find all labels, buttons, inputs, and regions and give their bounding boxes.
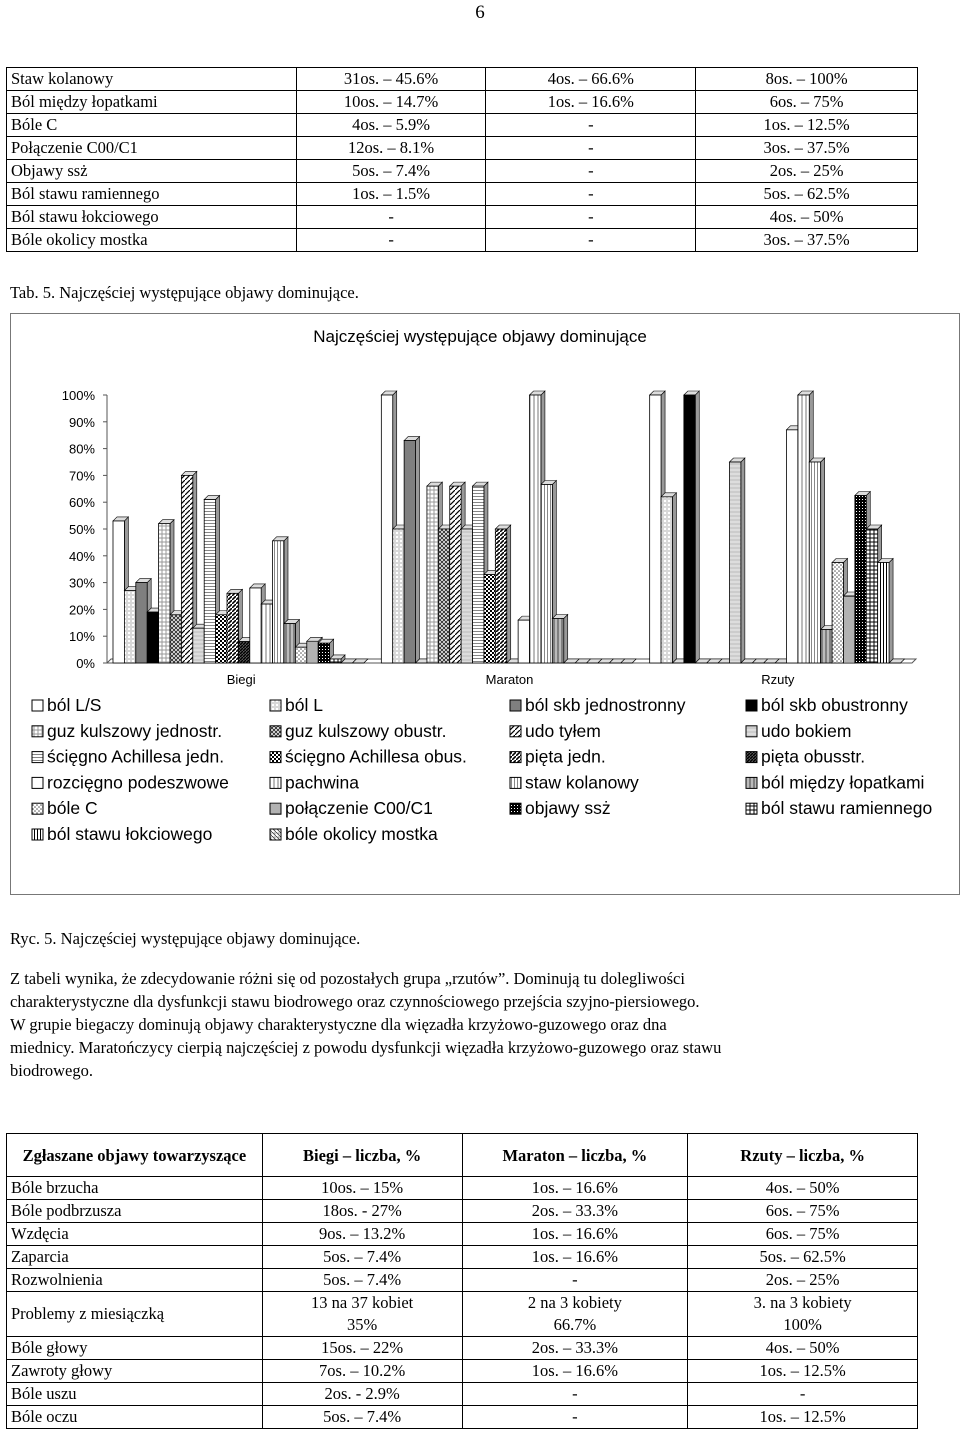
- col-header: Maraton – liczba, %: [462, 1134, 688, 1177]
- legend-item: [32, 721, 222, 741]
- legend-swatch: [270, 803, 281, 814]
- y-tick-label: 0%: [76, 656, 95, 671]
- table-cell: 18os. - 27%: [262, 1200, 462, 1223]
- legend-label: pięta jedn.: [525, 746, 606, 767]
- bar: [552, 615, 567, 663]
- table-row: [7, 1200, 918, 1223]
- legend-label: bóle C: [47, 798, 98, 819]
- table-row: [7, 1383, 918, 1406]
- legend-item: [270, 798, 433, 818]
- row-label: Staw kolanowy: [7, 68, 297, 91]
- legend-item: [746, 747, 865, 767]
- legend-label: objawy ssż: [525, 798, 611, 819]
- table-row: [7, 1246, 918, 1269]
- legend-item: [746, 798, 932, 818]
- legend-swatch: [746, 752, 757, 763]
- legend-item: [510, 772, 639, 792]
- legend-label: bóle okolicy mostka: [285, 824, 438, 844]
- table-cell: 2os. – 25%: [696, 160, 918, 183]
- legend-label: staw kolanowy: [525, 772, 639, 793]
- legend-item: [32, 695, 101, 715]
- y-tick-label: 50%: [68, 522, 95, 537]
- table-cell: -: [486, 183, 696, 206]
- table-cell: 31os. – 45.6%: [296, 68, 486, 91]
- table-cell: 2 na 3 kobiety 66.7%: [462, 1292, 688, 1337]
- paragraph-line: miednicy. Maratończycy cierpią najczęściej z powodu dysfunkcji więzadła krzyżowo-guzowego oraz stawu: [10, 1038, 722, 1057]
- table-cell: -: [462, 1269, 688, 1292]
- legend-swatch: [510, 752, 521, 763]
- legend-swatch: [270, 829, 281, 840]
- legend-swatch: [270, 752, 281, 763]
- legend-swatch: [32, 829, 43, 840]
- y-tick-label: 20%: [68, 602, 95, 618]
- legend-label: połączenie C00/C1: [285, 798, 433, 819]
- table-cell: 10os. – 14.7%: [296, 91, 486, 114]
- table-cell: -: [486, 229, 696, 252]
- table-row: [7, 1177, 918, 1200]
- legend-swatch: [270, 777, 281, 788]
- legend-item: [270, 721, 446, 741]
- row-label: Bóle podbrzusza: [7, 1200, 263, 1223]
- legend-item: [510, 695, 686, 715]
- table-cell: 1os. – 1.5%: [296, 183, 486, 206]
- table-cell: -: [462, 1406, 688, 1429]
- legend-swatch: [32, 700, 43, 711]
- legend-swatch: [270, 700, 281, 711]
- row-label: Bóle okolicy mostka: [7, 229, 297, 252]
- bar: [404, 437, 419, 663]
- paragraph-line: biodrowego.: [10, 1061, 93, 1080]
- legend-label: guz kulszowy obustr.: [285, 720, 447, 741]
- legend-item: [270, 695, 323, 715]
- table-cell: 2os. – 33.3%: [462, 1337, 688, 1360]
- table-cell: 5os. – 7.4%: [262, 1406, 462, 1429]
- row-label: Zaparcia: [7, 1246, 263, 1269]
- legend-label: ścięgno Achillesa obus.: [285, 746, 467, 767]
- table-row: [7, 1223, 918, 1246]
- legend-label: ból stawu ramiennego: [761, 798, 933, 819]
- table-row: [7, 1360, 918, 1383]
- row-label: Wzdęcia: [7, 1223, 263, 1246]
- page-number: 6: [475, 2, 485, 23]
- figure-caption: Ryc. 5. Najczęściej występujące objawy dominujące.: [10, 929, 361, 948]
- legend-label: ból skb obustronny: [761, 695, 908, 715]
- table-cell: -: [486, 160, 696, 183]
- table-cell: 4os. – 66.6%: [486, 68, 696, 91]
- table-cell: 4os. – 50%: [696, 206, 918, 229]
- row-label: Rozwolnienia: [7, 1269, 263, 1292]
- row-label: Bóle brzucha: [7, 1177, 263, 1200]
- table-cell: -: [688, 1383, 918, 1406]
- table-row: [7, 1292, 918, 1337]
- row-label: Bóle C: [7, 114, 297, 137]
- table-cell: 12os. – 8.1%: [296, 137, 486, 160]
- row-label: Zawroty głowy: [7, 1360, 263, 1383]
- table-cell: 8os. – 100%: [696, 68, 918, 91]
- legend-swatch: [32, 803, 43, 814]
- legend-swatch: [510, 700, 521, 711]
- legend-label: ścięgno Achillesa jedn.: [47, 746, 225, 767]
- table-cell: 10os. – 15%: [262, 1177, 462, 1200]
- legend-swatch: [32, 752, 43, 763]
- table-cell: 1os. – 16.6%: [462, 1246, 688, 1269]
- col-header: Biegi – liczba, %: [262, 1134, 462, 1177]
- table-cell: 2os. - 2.9%: [262, 1383, 462, 1406]
- legend-item: [746, 721, 851, 741]
- y-tick-label: 30%: [68, 575, 95, 591]
- col-header: Rzuty – liczba, %: [688, 1134, 918, 1177]
- row-label: Objawy ssż: [7, 160, 297, 183]
- table-cell: 5os. – 7.4%: [296, 160, 486, 183]
- paragraph-line: charakterystyczne dla dysfunkcji stawu biodrowego oraz czynnościowego przejścia szyjno-piersiowego.: [10, 992, 700, 1011]
- table-cell: 3os. – 37.5%: [696, 137, 918, 160]
- legend-label: rozcięgno podeszwowe: [47, 772, 229, 793]
- x-tick-label: Rzuty: [761, 672, 795, 687]
- legend-item: [32, 747, 224, 767]
- table-cell: 1os. – 16.6%: [462, 1223, 688, 1246]
- legend-item: [32, 824, 212, 844]
- legend-item: [746, 772, 924, 792]
- legend-label: ból między łopatkami: [761, 772, 925, 793]
- table-row: [7, 1269, 918, 1292]
- row-label: Bóle głowy: [7, 1337, 263, 1360]
- legend-item: [510, 747, 606, 767]
- legend-swatch: [270, 726, 281, 737]
- table-cell: 1os. – 12.5%: [696, 114, 918, 137]
- table-cell: 1os. – 16.6%: [462, 1360, 688, 1383]
- y-tick-label: 10%: [68, 629, 95, 645]
- table-cell: -: [486, 206, 696, 229]
- table-cell: 3os. – 37.5%: [696, 229, 918, 252]
- table-cell: 2os. – 25%: [688, 1269, 918, 1292]
- table-cell: 1os. – 12.5%: [688, 1360, 918, 1383]
- table-cell: -: [296, 229, 486, 252]
- row-label: Ból stawu ramiennego: [7, 183, 297, 206]
- body-paragraph: [10, 967, 950, 1082]
- table-cell: 13 na 37 kobiet 35%: [262, 1292, 462, 1337]
- legend-swatch: [746, 700, 757, 711]
- table-cell: 1os. – 16.6%: [462, 1177, 688, 1200]
- legend-item: [270, 747, 467, 767]
- legend-item: [270, 824, 438, 844]
- bar: [661, 493, 676, 663]
- y-tick-label: 40%: [68, 548, 95, 564]
- legend-swatch: [510, 726, 521, 737]
- legend-label: ból L: [285, 695, 323, 715]
- legend-swatch: [746, 777, 757, 788]
- bar: [684, 391, 699, 663]
- table-cell: 5os. – 7.4%: [262, 1269, 462, 1292]
- table-cell: 1os. – 12.5%: [688, 1406, 918, 1429]
- legend-swatch: [32, 777, 43, 788]
- table-cell: 5os. – 62.5%: [696, 183, 918, 206]
- legend-swatch: [510, 777, 521, 788]
- legend-swatch: [510, 803, 521, 814]
- legend-label: guz kulszowy jednostr.: [47, 720, 223, 741]
- y-tick-label: 100%: [61, 388, 95, 403]
- table-row: [7, 1406, 918, 1429]
- legend-label: ból stawu łokciowego: [47, 824, 213, 844]
- legend-swatch: [32, 726, 43, 737]
- bar: [495, 525, 510, 663]
- legend-label: udo bokiem: [761, 720, 852, 741]
- bar: [878, 559, 893, 664]
- legend-swatch: [746, 803, 757, 814]
- row-label: Ból między łopatkami: [7, 91, 297, 114]
- row-label: Połączenie C00/C1: [7, 137, 297, 160]
- legend-item: [270, 772, 359, 792]
- paragraph-line: W grupie biegaczy dominują objawy charakterystyczne dla więzadła krzyżowo-guzowego oraz dna: [10, 1015, 667, 1034]
- table-cell: 6os. – 75%: [688, 1200, 918, 1223]
- x-tick-label: Maraton: [485, 672, 534, 687]
- table-cell: 4os. – 50%: [688, 1177, 918, 1200]
- legend-swatch: [746, 726, 757, 737]
- legend-item: [510, 721, 601, 741]
- table-cell: 2os. – 33.3%: [462, 1200, 688, 1223]
- table-cell: 4os. – 50%: [688, 1337, 918, 1360]
- accompanying-symptoms-table: [6, 1133, 918, 1429]
- y-tick-label: 90%: [68, 414, 95, 430]
- table-cell: 6os. – 75%: [688, 1223, 918, 1246]
- chart-title: Najczęściej występujące objawy dominujące: [313, 327, 647, 346]
- legend-label: pięta obusstr.: [761, 746, 866, 767]
- y-tick-label: 80%: [68, 441, 95, 457]
- legend-item: [32, 798, 98, 818]
- table-cell: 9os. – 13.2%: [262, 1223, 462, 1246]
- paragraph-line: Z tabeli wynika, że zdecydowanie różni się od pozostałych grupa „rzutów”. Dominują tu dolegliwości: [10, 969, 685, 988]
- table-cell: 5os. – 62.5%: [688, 1246, 918, 1269]
- x-tick-label: Biegi: [226, 672, 256, 687]
- row-label: Ból stawu łokciowego: [7, 206, 297, 229]
- table-row: [7, 1337, 918, 1360]
- row-label: Bóle uszu: [7, 1383, 263, 1406]
- table-cell: 15os. – 22%: [262, 1337, 462, 1360]
- bar: [729, 458, 744, 663]
- legend-label: pachwina: [285, 772, 359, 793]
- table-cell: 5os. – 7.4%: [262, 1246, 462, 1269]
- table-cell: 7os. – 10.2%: [262, 1360, 462, 1383]
- table-cell: -: [486, 114, 696, 137]
- table-cell: -: [486, 137, 696, 160]
- table-cell: -: [296, 206, 486, 229]
- legend-item: [510, 798, 611, 818]
- y-tick-label: 60%: [68, 495, 95, 511]
- row-label: Problemy z miesiączką: [7, 1292, 263, 1337]
- table-cell: 4os. – 5.9%: [296, 114, 486, 137]
- table-caption: Tab. 5. Najczęściej występujące objawy dominujące.: [10, 283, 359, 302]
- table-cell: 3. na 3 kobiety 100%: [688, 1292, 918, 1337]
- legend-item: [32, 772, 229, 792]
- row-label: Bóle oczu: [7, 1406, 263, 1429]
- table-cell: 1os. – 16.6%: [486, 91, 696, 114]
- legend-label: ból skb jednostronny: [525, 695, 686, 715]
- table-cell: 6os. – 75%: [696, 91, 918, 114]
- y-tick-label: 70%: [68, 468, 95, 484]
- table-cell: -: [462, 1383, 688, 1406]
- col-header: Zgłaszane objawy towarzyszące: [7, 1134, 263, 1177]
- legend-label: ból L/S: [47, 695, 102, 715]
- legend-item: [746, 695, 908, 715]
- legend-label: udo tyłem: [525, 720, 601, 741]
